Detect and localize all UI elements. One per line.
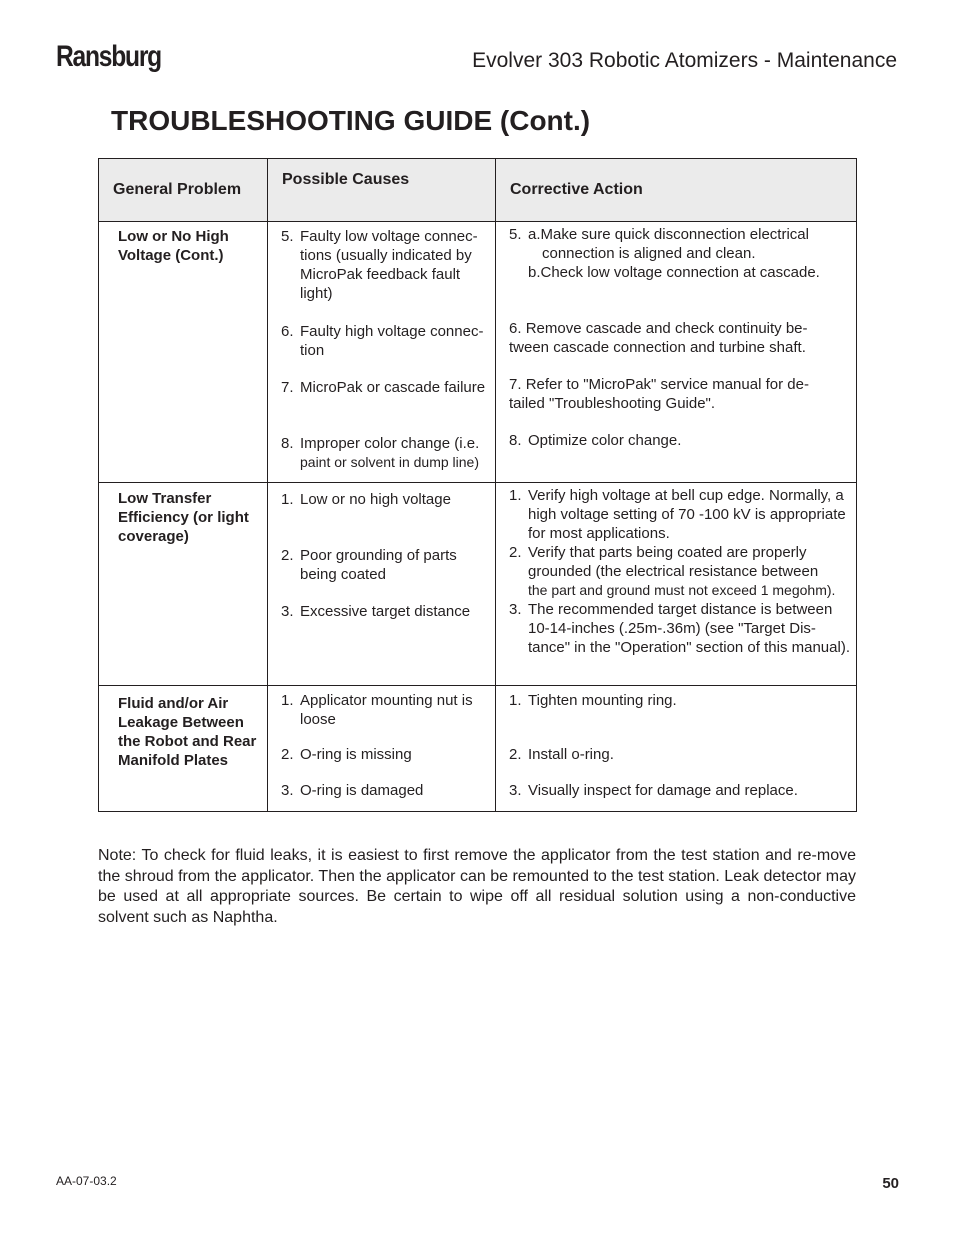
header-corrective-action: Corrective Action (496, 159, 857, 222)
causes-cell (268, 483, 496, 686)
table-row (99, 483, 857, 686)
problem-cell: Low Transfer Efficiency (or light coverage) (99, 483, 268, 686)
item-text: Tighten mounting ring. (528, 692, 677, 709)
item-number: 2. (509, 746, 522, 763)
actions-cell (496, 686, 857, 812)
actions-cell (496, 483, 857, 686)
header-possible-causes: Possible Causes (268, 159, 496, 222)
item-text: Faulty high voltage connec-tion (300, 323, 484, 359)
item-text: Verify high voltage at bell cup edge. Normally, a high voltage setting of 70 -100 kV is appropriate for most applications. (528, 487, 846, 542)
action-item (509, 486, 852, 543)
actions-cell (496, 222, 857, 483)
causes-cell (268, 686, 496, 812)
item-text: The recommended target distance is between 10-14-inches (.25m-.36m) (see "Target Dis-tance" in the "Operation" section of this manual). (528, 601, 850, 656)
problem-cell: Low or No High Voltage (Cont.) (99, 222, 268, 483)
item-number: 2. (281, 547, 294, 564)
cause-item (281, 546, 487, 602)
item-number: 3. (509, 601, 522, 618)
item-number: 8. (509, 432, 522, 449)
document-title: Evolver 303 Robotic Atomizers - Maintenance (472, 49, 897, 72)
item-number: 1. (509, 487, 522, 504)
item-text: Faulty low voltage connec-tions (usually indicated by MicroPak feedback fault light) (300, 228, 478, 302)
action-item (509, 375, 848, 431)
troubleshooting-table (98, 158, 857, 812)
item-text: Excessive target distance (300, 603, 471, 620)
item-text: Applicator mounting nut is loose (300, 692, 473, 728)
item-number: 8. (281, 435, 294, 452)
table-row (99, 222, 857, 483)
item-text: Visually inspect for damage and replace. (528, 782, 798, 799)
action-item (509, 781, 848, 800)
item-text: O-ring is missing (300, 746, 412, 763)
note-paragraph: Note: To check for fluid leaks, it is easiest to first remove the applicator from the test station and re-move the shroud from the applicator. Then the applicator can be remounted to the test station. Leak detector may be used at all appropriate sources. Be certain to wipe off all residual solution using a non-conductive solvent such as Naphtha. (98, 847, 856, 926)
item-number: 7. (509, 376, 522, 393)
item-text: MicroPak or cascade failure (300, 379, 486, 396)
item-number: 2. (281, 746, 294, 763)
action-item (509, 600, 852, 657)
item-number: 1. (281, 692, 294, 709)
document-code: AA-07-03.2 (56, 1174, 117, 1188)
item-number: 3. (281, 782, 294, 799)
item-number: 2. (509, 544, 522, 561)
item-number: 6. (509, 320, 522, 337)
cause-item (281, 490, 487, 546)
cause-item (281, 602, 487, 621)
table-row (99, 686, 857, 812)
table-header-row (99, 159, 857, 222)
page-title: TROUBLESHOOTING GUIDE (Cont.) (111, 105, 591, 136)
item-number: 5. (281, 228, 294, 245)
item-text: Poor grounding of parts being coated (300, 547, 457, 583)
item-text: tailed "Troubleshooting Guide". (509, 395, 716, 412)
brand-logo: Ransburg (56, 40, 161, 73)
item-text: Improper color change (i.e. paint or solvent in dump line) (300, 435, 480, 470)
item-text: O-ring is damaged (300, 782, 424, 799)
cause-item (281, 227, 487, 322)
action-item (509, 431, 848, 450)
item-number: 1. (509, 692, 522, 709)
cause-item (281, 378, 487, 434)
item-text: Install o-ring. (528, 746, 614, 763)
item-text: Remove cascade and check continuity be- (525, 320, 808, 337)
action-item (509, 691, 848, 745)
item-text: a.Make sure quick disconnection electrical connection is aligned and clean. b.Check low voltage connection at cascade. (528, 226, 820, 281)
item-text: Optimize color change. (528, 432, 682, 449)
cause-item (281, 322, 487, 378)
action-item (509, 225, 848, 319)
cause-item (281, 434, 487, 472)
item-number: 3. (281, 603, 294, 620)
header-general-problem: General Problem (99, 159, 268, 222)
item-number: 3. (509, 782, 522, 799)
causes-cell (268, 222, 496, 483)
item-text: Refer to "MicroPak" service manual for de- (525, 376, 809, 393)
cause-item (281, 691, 487, 745)
cause-item (281, 781, 487, 800)
action-item (509, 319, 848, 375)
item-text: Low or no high voltage (300, 491, 451, 508)
item-number: 1. (281, 491, 294, 508)
item-text: Verify that parts being coated are properly grounded (the electrical resistance between the part and ground must not exceed 1 megohm). (528, 544, 836, 598)
cause-item (281, 745, 487, 781)
item-text: tween cascade connection and turbine shaft. (509, 339, 806, 356)
action-item (509, 543, 852, 600)
item-number: 6. (281, 323, 294, 340)
action-item (509, 745, 848, 781)
item-number: 5. (509, 226, 522, 243)
problem-cell: Fluid and/or Air Leakage Between the Robot and Rear Manifold Plates (99, 686, 268, 812)
item-number: 7. (281, 379, 294, 396)
page-number: 50 (882, 1175, 899, 1192)
